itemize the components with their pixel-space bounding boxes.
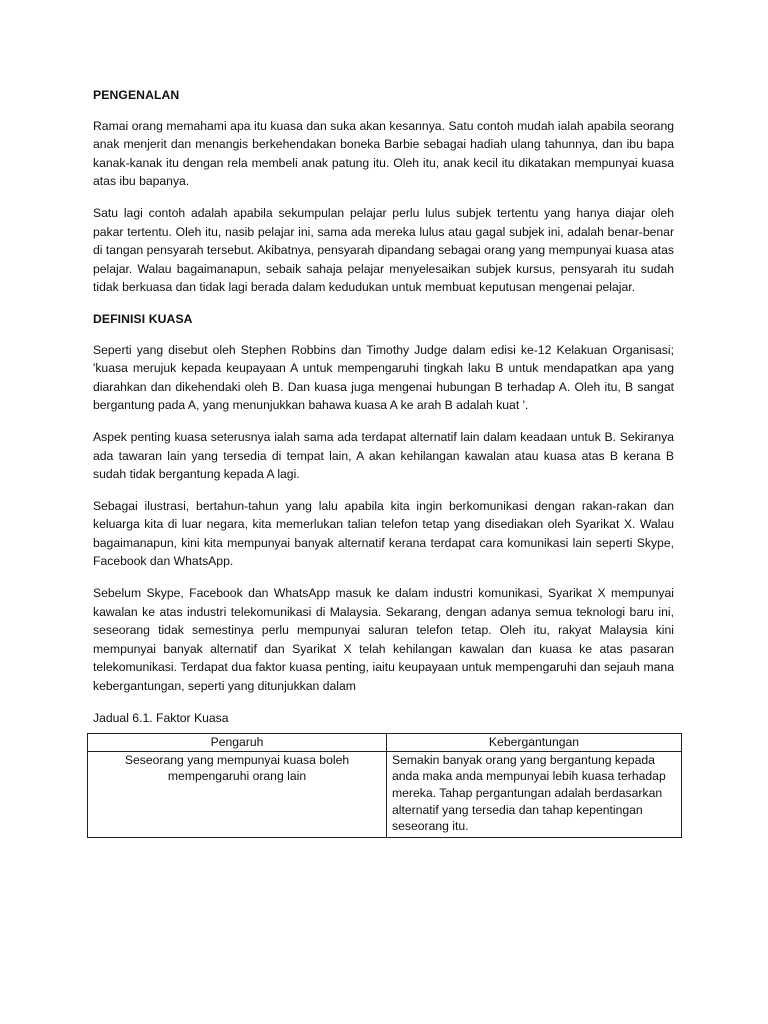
column-header-kebergantungan: Kebergantungan — [387, 734, 682, 752]
table-caption: Jadual 6.1. Faktor Kuasa — [93, 710, 229, 725]
document-body — [93, 86, 674, 838]
power-factors-table — [87, 733, 682, 838]
column-header-pengaruh: Pengaruh — [88, 734, 387, 752]
paragraph: Sebelum Skype, Facebook dan WhatsApp masuk ke dalam industri komunikasi, Syarikat X mempunyai kawalan ke atas industri telekomunikasi di Malaysia. Sekarang, dengan adanya semua teknologi baru ini, seseorang tidak semestinya perlu mempunyai saluran telefon tetap. Oleh itu, rakyat Malaysia kini mempunyai banyak alternatif dan Syarikat X telah kehilangan kawalan dan kuasa ke atas pasaran telekomunikasi. Terdapat dua faktor kuasa penting, iaitu keupayaan untuk mempengaruhi dan sejauh mana kebergantungan, seperti yang ditunjukkan dalam — [93, 586, 674, 694]
paragraph: Satu lagi contoh adalah apabila sekumpulan pelajar perlu lulus subjek tertentu yang hanya diajar oleh pakar tertentu. Oleh itu, nasib pelajar ini, sama ada mereka lulus atau gagal subjek ini, adalah benar-benar di tangan pensyarah tersebut. Akibatnya, pensyarah dipandang sebagai orang yang mempunyai kuasa atas pelajar. Walau bagaimanapun, sebaik sahaja pelajar menyelesaikan subjek kursus, pensyarah itu sudah tidak berkuasa dan tidak lagi berada dalam kedudukan untuk membuat keputusan mengenai pelajar. — [93, 205, 674, 295]
paragraph: Sebagai ilustrasi, bertahun-tahun yang lalu apabila kita ingin berkomunikasi dengan rakan-rakan dan keluarga kita di luar negara, kita memerlukan talian telefon tetap yang disediakan oleh Syarikat X. Walau bagaimanapun, kini kita mempunyai banyak alternatif kerana terdapat cara komunikasi lain seperti Skype, Facebook dan WhatsApp. — [93, 498, 674, 569]
paragraph: Ramai orang memahami apa itu kuasa dan suka akan kesannya. Satu contoh mudah ialah apabila seorang anak menjerit dan menangis berkehendakan boneka Barbie sebagai hadiah ulang tahunnya, dan ibu bapa kanak-kanak itu dengan rela membeli anak patung itu. Oleh itu, anak kecil itu dikatakan mempunyai kuasa atas ibu bapanya. — [93, 118, 674, 189]
section-heading-definisi-kuasa: DEFINISI KUASA — [93, 311, 193, 326]
paragraph: Seperti yang disebut oleh Stephen Robbins dan Timothy Judge dalam edisi ke-12 Kelakuan Organisasi; 'kuasa merujuk kepada keupayaan A untuk mempengaruhi tingkah laku B untuk mendapatkan apa yang diarahkan dan dikehendaki oleh B. Dan kuasa juga mengenai hubungan B terhadap A. Oleh itu, B sangat bergantung pada A, yang menunjukkan bahawa kuasa A ke arah B adalah kuat '. — [93, 342, 674, 413]
table-cell-kebergantungan: Semakin banyak orang yang bergantung kepada anda maka anda mempunyai lebih kuasa terhadap mereka. Tahap pergantungan adalah berdasarkan alternatif yang tersedia dan tahap kepentingan seseorang itu. — [387, 751, 682, 837]
table-row — [88, 751, 682, 837]
table-cell-pengaruh: Seseorang yang mempunyai kuasa boleh mempengaruhi orang lain — [88, 751, 387, 837]
table-header-row — [88, 734, 682, 752]
section-heading-pengenalan: PENGENALAN — [93, 88, 180, 102]
paragraph: Aspek penting kuasa seterusnya ialah sama ada terdapat alternatif lain dalam keadaan untuk B. Sekiranya ada tawaran lain yang tersedia di tempat lain, A akan kehilangan kawalan atau kuasa atas B kerana B sudah tidak bergantung kepada A lagi. — [93, 429, 674, 482]
